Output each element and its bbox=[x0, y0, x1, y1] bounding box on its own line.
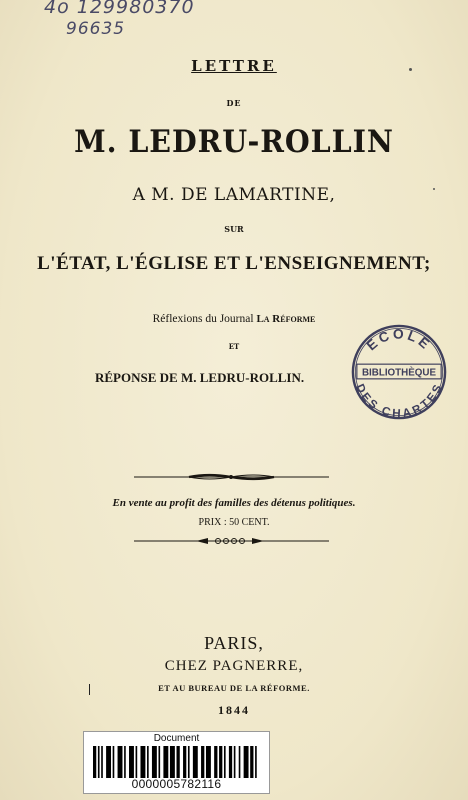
barcode-bar bbox=[93, 746, 96, 778]
heading-de: DE bbox=[226, 98, 242, 108]
barcode-bar bbox=[224, 746, 226, 778]
ornamental-rule-bottom bbox=[134, 536, 329, 546]
barcode-bar bbox=[152, 746, 157, 778]
barcode-bar bbox=[106, 746, 111, 778]
barcode-bar bbox=[250, 746, 253, 778]
heading-et: ET bbox=[228, 342, 240, 351]
imprint-city: PARIS, bbox=[204, 633, 264, 653]
barcode-bar bbox=[201, 746, 204, 778]
barcode-bar bbox=[158, 746, 160, 778]
library-stamp bbox=[350, 323, 448, 421]
barcode-bar bbox=[140, 746, 145, 778]
barcode-bar bbox=[177, 746, 180, 778]
stamp-top-text: ECOLE bbox=[363, 326, 435, 354]
imprint-bureau: ET AU BUREAU DE LA RÉFORME. bbox=[158, 683, 310, 693]
heading-sur: SUR bbox=[224, 224, 244, 234]
barcode-label bbox=[83, 731, 270, 794]
barcode-bar bbox=[244, 746, 249, 778]
svg-text:DES CHARTES bbox=[353, 382, 445, 420]
reponse-line: RÉPONSE DE M. LEDRU-ROLLIN. bbox=[95, 370, 305, 385]
barcode-bar bbox=[163, 746, 168, 778]
price: PRIX : 50 CENT. bbox=[198, 517, 270, 528]
imprint-year: 1844 bbox=[218, 703, 250, 717]
barcode-bar bbox=[255, 746, 257, 778]
reflexions-text: Réflexions du Journal bbox=[152, 313, 254, 325]
journal-name: La Réforme bbox=[256, 313, 316, 325]
barcode-bar bbox=[229, 746, 232, 778]
barcode-title: Document bbox=[153, 733, 200, 744]
barcode-bar bbox=[170, 746, 175, 778]
barcode-bar bbox=[239, 746, 241, 778]
barcode-bar bbox=[118, 746, 123, 778]
subject-title: L'ÉTAT, L'ÉGLISE ET L'ENSEIGNEMENT; bbox=[37, 253, 431, 274]
barcode-bar bbox=[234, 746, 236, 778]
barcode-bar bbox=[183, 746, 186, 778]
barcode-bar bbox=[101, 746, 103, 778]
heading-lettre: LETTRE bbox=[191, 57, 277, 75]
barcode-bar bbox=[214, 746, 217, 778]
stamp-bottom-text: DES CHARTES bbox=[353, 382, 445, 421]
ornamental-rule-top bbox=[134, 472, 329, 482]
barcode-number: 0000005782116 bbox=[131, 777, 222, 791]
shelfmark-annotation-2: 96635 bbox=[66, 19, 126, 39]
barcode-bar bbox=[219, 746, 222, 778]
barcode-bar bbox=[206, 746, 211, 778]
barcode-bar bbox=[98, 746, 100, 778]
barcode-bar bbox=[136, 746, 138, 778]
stamp-middle-text: BIBLIOTHÈQUE bbox=[361, 367, 437, 379]
sale-notice: En vente au profit des familles des détenus politiques. bbox=[112, 497, 356, 509]
author-name: M. LEDRU-ROLLIN bbox=[74, 124, 394, 160]
imprint-publisher: CHEZ PAGNERRE, bbox=[164, 658, 304, 674]
shelfmark-annotation-1: 4o 129980370 bbox=[44, 0, 195, 18]
barcode-bar bbox=[193, 746, 198, 778]
barcode-icon bbox=[93, 746, 260, 778]
barcode-bar bbox=[188, 746, 190, 778]
barcode-bar bbox=[147, 746, 149, 778]
barcode-bar bbox=[113, 746, 115, 778]
barcode-bar bbox=[129, 746, 134, 778]
barcode-bar bbox=[124, 746, 126, 778]
svg-text:ECOLE bbox=[364, 327, 435, 354]
addressee: A M. DE LAMARTINE, bbox=[132, 185, 336, 205]
